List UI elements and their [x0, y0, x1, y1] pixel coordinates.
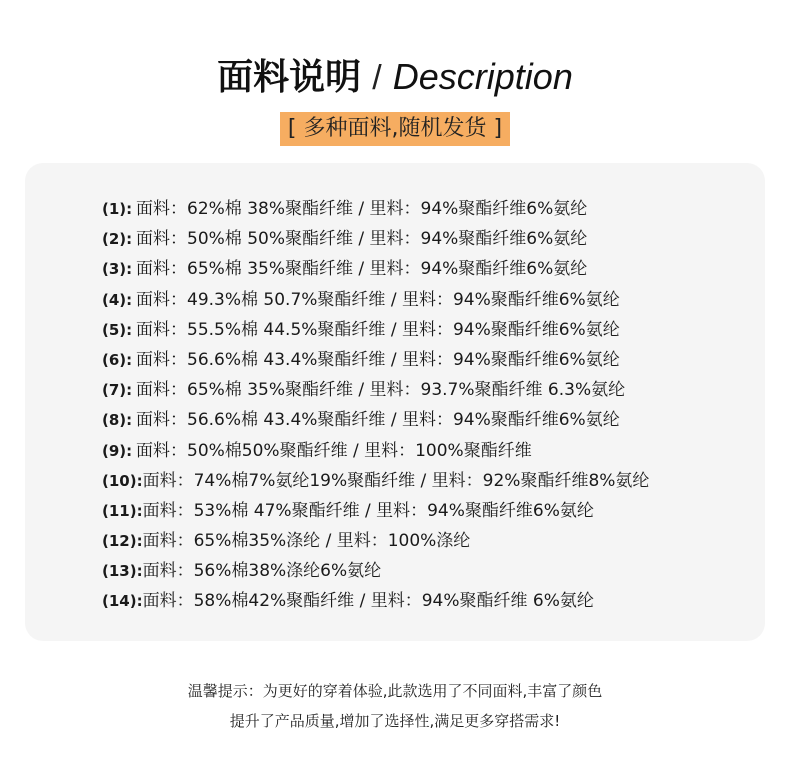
fabric-composition: 面料：56.6%棉 43.4%聚酯纤维 / 里料：94%聚酯纤维6%氨纶: [136, 410, 620, 431]
row-number: (2):: [102, 230, 133, 249]
row-number: (5):: [102, 320, 133, 339]
fabric-row: [102, 348, 649, 378]
fabric-row: [102, 197, 649, 227]
notice-text: [0, 676, 790, 736]
fabric-row: [102, 378, 649, 408]
row-number: (7):: [102, 381, 133, 400]
fabric-row: [102, 318, 649, 348]
row-number: (13):: [102, 562, 143, 581]
fabric-row: [102, 257, 649, 287]
title-separator: /: [372, 59, 382, 97]
fabric-row: [102, 408, 649, 438]
subtitle-badge: [ 多种面料,随机发货 ]: [280, 112, 510, 146]
fabric-list: [102, 197, 649, 620]
fabric-composition: 面料：56%棉38%涤纶6%氨纶: [142, 561, 382, 582]
fabric-row: [102, 439, 649, 469]
row-number: (8):: [102, 411, 133, 430]
row-number: (12):: [102, 532, 143, 551]
row-number: (6):: [102, 350, 133, 369]
fabric-composition: 面料：74%棉7%氨纶19%聚酯纤维 / 里料：92%聚酯纤维8%氨纶: [142, 470, 650, 491]
fabric-composition: 面料：58%棉42%聚酯纤维 / 里料：94%聚酯纤维 6%氨纶: [142, 591, 594, 612]
row-number: (3):: [102, 260, 133, 279]
notice-line-2: 提升了产品质量,增加了选择性,满足更多穿搭需求!: [229, 712, 561, 730]
row-number: (10):: [102, 471, 143, 490]
row-number: (9):: [102, 441, 133, 460]
notice-line-1: 温馨提示：为更好的穿着体验,此款选用了不同面料,丰富了颜色: [187, 682, 603, 700]
fabric-row: [102, 499, 649, 529]
fabric-composition: 面料：50%棉50%聚酯纤维 / 里料：100%聚酯纤维: [136, 440, 532, 461]
fabric-row: [102, 529, 649, 559]
row-number: (4):: [102, 290, 133, 309]
fabric-row: [102, 288, 649, 318]
row-number: (1):: [102, 200, 133, 218]
fabric-composition: 面料：56.6%棉 43.4%聚酯纤维 / 里料：94%聚酯纤维6%氨纶: [136, 349, 620, 370]
fabric-row: [102, 559, 649, 589]
fabric-composition: 面料：55.5%棉 44.5%聚酯纤维 / 里料：94%聚酯纤维6%氨纶: [136, 319, 620, 340]
fabric-composition: 面料：65%棉35%涤纶 / 里料：100%涤纶: [142, 531, 471, 552]
fabric-composition: 面料：49.3%棉 50.7%聚酯纤维 / 里料：94%聚酯纤维6%氨纶: [136, 289, 620, 310]
fabric-row: [102, 589, 649, 619]
fabric-composition: 面料：50%棉 50%聚酯纤维 / 里料：94%聚酯纤维6%氨纶: [136, 229, 588, 250]
page-title: [0, 52, 790, 109]
subtitle-container: [0, 112, 790, 146]
title-english: Description: [392, 56, 573, 97]
fabric-row: [102, 227, 649, 257]
row-number: (11):: [102, 501, 143, 520]
fabric-composition: 面料：65%棉 35%聚酯纤维 / 里料：93.7%聚酯纤维 6.3%氨纶: [136, 380, 626, 401]
fabric-composition: 面料：65%棉 35%聚酯纤维 / 里料：94%聚酯纤维6%氨纶: [136, 259, 588, 280]
row-number: (14):: [102, 592, 143, 611]
fabric-composition: 面料：53%棉 47%聚酯纤维 / 里料：94%聚酯纤维6%氨纶: [142, 500, 594, 521]
fabric-row: [102, 469, 649, 499]
fabric-composition: 面料：62%棉 38%聚酯纤维 / 里料：94%聚酯纤维6%氨纶: [136, 199, 588, 219]
title-chinese: 面料说明: [217, 57, 362, 98]
